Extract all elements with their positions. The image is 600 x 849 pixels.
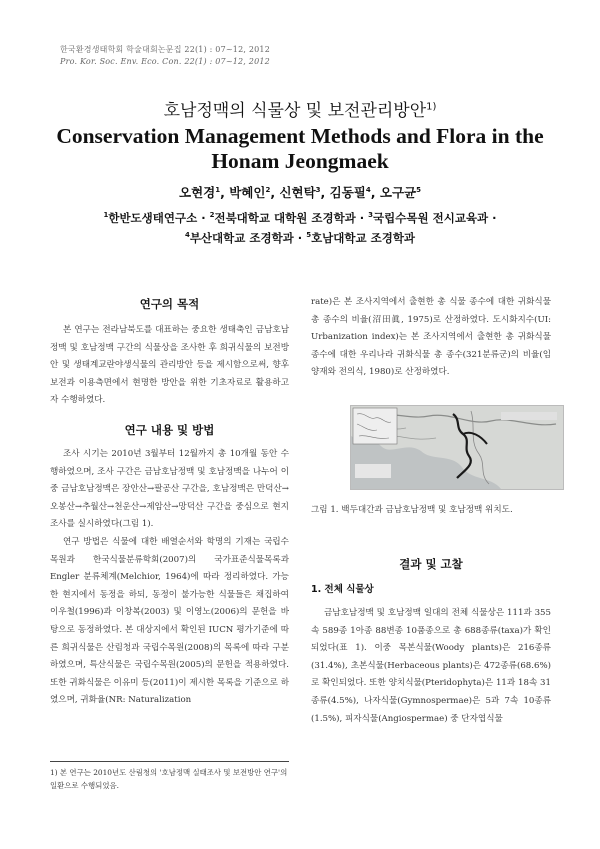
methods-paragraphs	[50, 446, 289, 710]
title-korean	[0, 96, 600, 121]
figure-caption-label: 그림 1.	[311, 505, 339, 515]
journal-header-en: Pro. Kor. Soc. Env. Eco. Con. 22(1) : 07~12, 2012	[60, 57, 270, 66]
section-heading-results: 결과 및 고찰	[399, 557, 463, 571]
author: 박혜인$^2$	[229, 185, 271, 200]
journal-header-ko: 한국환경생태학회 학술대회논문집 22(1) : 07~12, 2012	[60, 45, 271, 54]
honam-jeongmaek-map	[351, 406, 563, 489]
title-footnote-mark: 1)	[426, 101, 437, 113]
affiliations	[50, 208, 550, 248]
results-paragraph: 금남호남정맥 및 호남정맥 일대의 전체 식물상은 111과 355속 589종 1아종 88변종 10품종으로 총 688종류(taxa)가 확인되었다(표 1). 이중 목본식물(Woody plants)은 216종류(31.4%), 초본식물(Herbaceous plants)은 472종류(68.6%)로 확인되었다. 또한 양치식물(Pteridophyta)은 11과 18속 31종류(4.5%), 나자식물(Gymnospermae)은 5과 7속 10종류(1.5%), 피자식물(Angiospermae) 중 단자엽식물	[311, 608, 551, 724]
footnote-rule	[50, 761, 289, 762]
methods-paragraph-1: 조사 시기는 2010년 3월부터 12월까지 총 10개월 동안 수행하였으며, 조사 구간은 금남호남정맥 및 호남정맥을 나누어 이중 금남호남정맥은 장안산→팔공산 구간을, 호남정맥은 만덕산→오봉산→추월산→천운산→제암산→망덕산 구간을 중심으로 현지조사를 실시하였다(그림 1).	[50, 449, 289, 530]
figure-caption-text: 백두대간과 금남호남정맥 및 호남정맥 위치도.	[341, 505, 513, 515]
methods-paragraph-2: 연구 방법은 식물에 대한 배열순서와 학명의 기재는 국립수목원과 한국식물분류학회(2007)의 국가표준식물목록과 Engler 분류체계(Melchior, 1964)에 따라 정리하였다. 가능한 현지에서 동정을 하되, 동정이 불가능한 식물들은 채집하여 이우철(1996)과 이창복(2003) 및 이영노(2006)의 문헌을 바탕으로 동정하였다. 본 대상지에서 확인된 IUCN 평가기준에 따른 희귀식물은 산림청과 국립수목원(2008)의 목록에 따라 구분하였으며, 특산식물은 국립수목원(2005)의 문헌을 적용하였다. 또한 귀화식물은 이유미 등(2011)이 제시한 목록을 기준으로 하였으며, 귀화율(NR: Naturalization	[50, 536, 289, 706]
author: 김동필$^4$	[329, 185, 371, 200]
subsection-heading-flora: 1. 전체 식물상	[311, 584, 374, 595]
title-english: Conservation Management Methods and Flora in the Honam Jeongmaek	[56, 124, 544, 173]
author: 오현경$^1$	[179, 185, 221, 200]
purpose-paragraph: 본 연구는 전라남북도를 대표하는 중요한 생태축인 금남호남정맥 및 호남정맥 구간의 식물상을 조사한 후 희귀식물의 보전방안 및 생태계교란야생식물의 관리방안 등을 제시함으로써, 향후 보전과 이용측면에서 현명한 방안을 위한 기초자료로 활용하고자 수행하였다.	[50, 325, 289, 406]
author-list: 오현경$^1$, 박혜인$^2$, 신현탁$^3$, 김동필$^4$, 오구균$^5$	[179, 185, 421, 200]
footnote: 1) 본 연구는 2010년도 산림청의 '호남정맥 실태조사 및 보전방안 연구'의 일환으로 수행되었음.	[50, 768, 288, 790]
figure-caption	[311, 502, 551, 520]
section-heading-purpose: 연구의 목적	[139, 297, 200, 311]
figure-map-image	[350, 405, 564, 490]
affiliation-line-1: $^1$한반도생태연구소 · $^2$전북대학교 대학원 조경학과 · $^3$국립수목원 전시교육과 ·	[103, 211, 497, 225]
author: 신현탁$^3$	[279, 185, 321, 200]
section-heading-methods: 연구 내용 및 방법	[124, 423, 215, 437]
methods-continued-paragraph: rate)은 본 조사지역에서 출현한 총 식물 종수에 대한 귀화식물 총 종수의 비율(沼田眞, 1975)로 산정하였다. 도시화지수(UI: Urbanization index)는 본 조사지역에서 출현한 총 귀화식물 종수에 대한 우리나라 귀화식물 총 종수(321분류군)의 비율(임양재와 전의식, 1980)로 산정하였다.	[311, 297, 551, 378]
title-korean-text: 호남정맥의 식물상 및 보전관리방안	[163, 101, 427, 121]
author: 오구균$^5$	[379, 185, 421, 200]
affiliation-line-2: $^4$부산대학교 조경학과 · $^5$호남대학교 조경학과	[184, 231, 416, 245]
